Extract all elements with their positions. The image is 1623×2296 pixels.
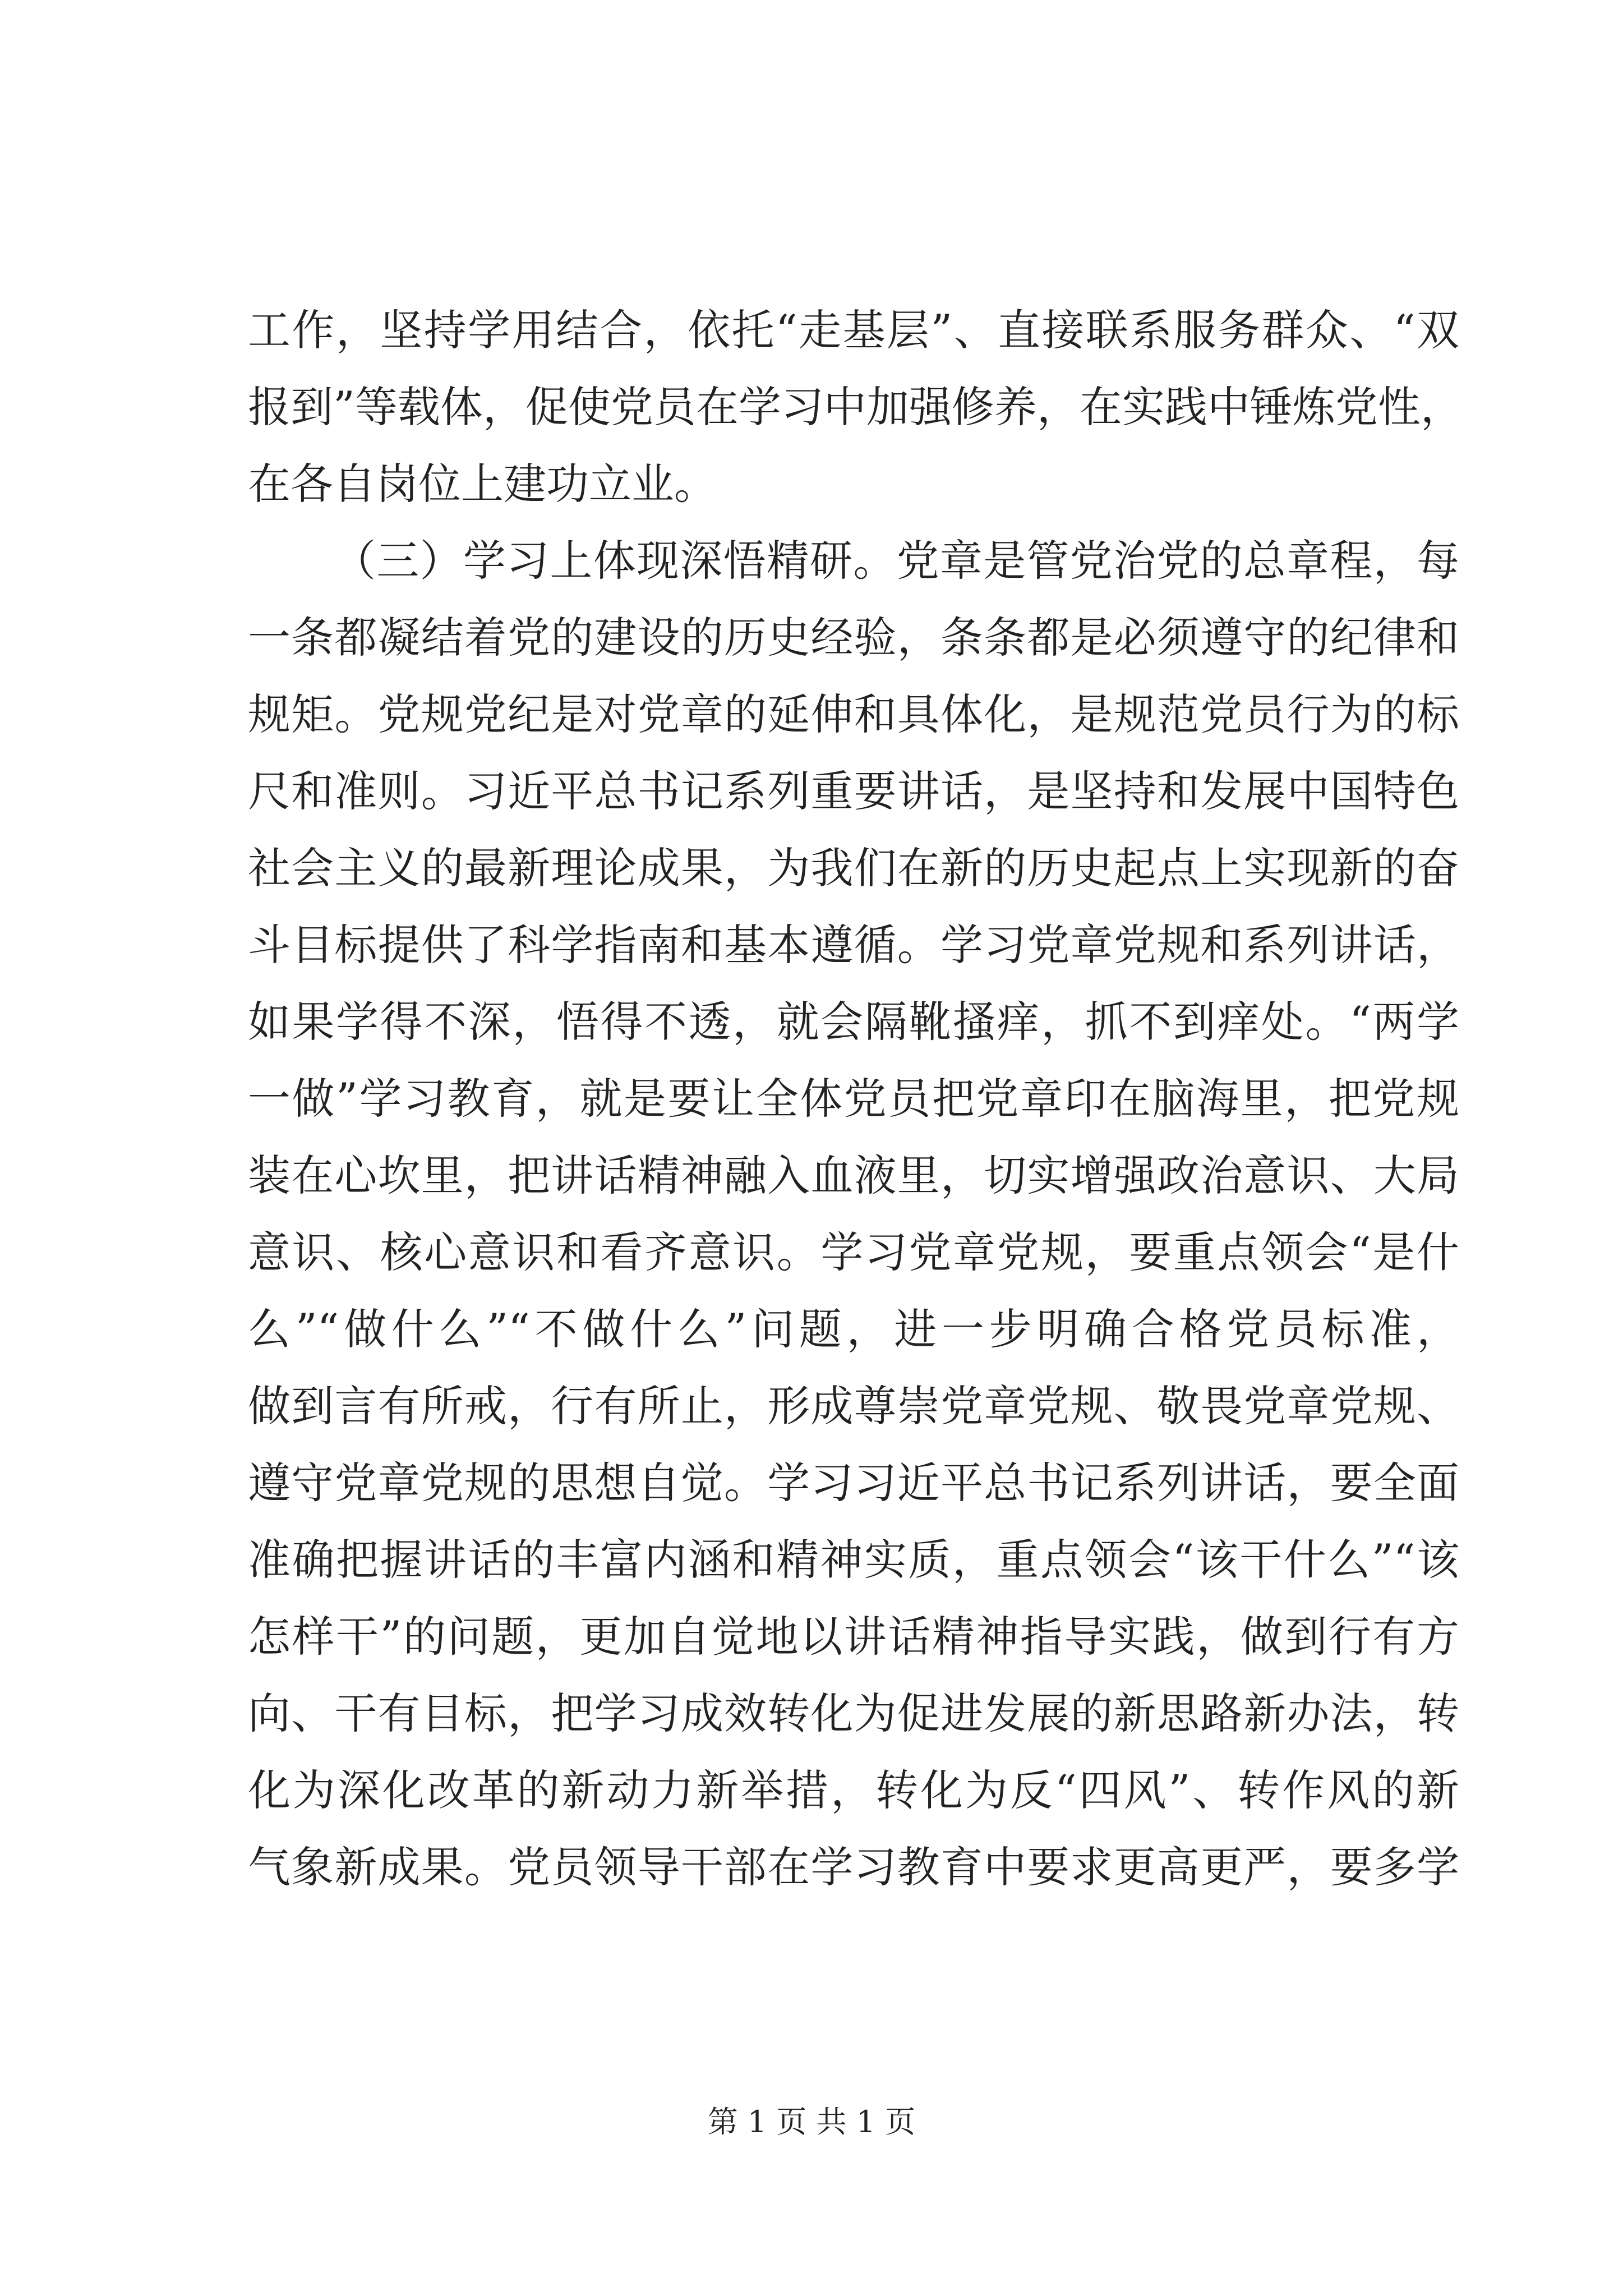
text-line: 怎样干”的问题，更加自觉地以讲话精神指导实践，做到行有方 xyxy=(248,1612,1459,1662)
page-footer xyxy=(0,2098,1623,2141)
text-line: 做到言有所戒，行有所止，形成尊崇党章党规、敬畏党章党规、 xyxy=(248,1381,1459,1431)
text-line: 报到”等载体，促使党员在学习中加强修养，在实践中锤炼党性， xyxy=(248,382,1463,432)
text-line: 尺和准则。习近平总书记系列重要讲话，是坚持和发展中国特色 xyxy=(248,766,1459,816)
text-line: 化为深化改革的新动力新举措，转化为反“四风”、转作风的新 xyxy=(248,1765,1459,1815)
text-line: 一条都凝结着党的建设的历史经验，条条都是必须遵守的纪律和 xyxy=(248,613,1459,662)
text-line: 准确把握讲话的丰富内涵和精神实质，重点领会“该干什么”“该 xyxy=(248,1535,1459,1585)
text-line: 一做”学习教育，就是要让全体党员把党章印在脑海里，把党规 xyxy=(248,1074,1459,1124)
text-line: 气象新成果。党员领导干部在学习教育中要求更高更严，要多学 xyxy=(248,1842,1459,1892)
text-line: 规矩。党规党纪是对党章的延伸和具体化，是规范党员行为的标 xyxy=(248,689,1459,739)
text-line: （三）学习上体现深悟精研。党章是管党治党的总章程，每 xyxy=(333,536,1459,586)
text-line: 社会主义的最新理论成果，为我们在新的历史起点上实现新的奋 xyxy=(248,843,1459,893)
text-line: 斗目标提供了科学指南和基本遵循。学习党章党规和系列讲话， xyxy=(248,920,1459,970)
text-line: 如果学得不深，悟得不透，就会隔靴搔痒，抓不到痒处。“两学 xyxy=(248,997,1459,1047)
text-line: 装在心坎里，把讲话精神融入血液里，切实增强政治意识、大局 xyxy=(248,1151,1459,1200)
body-text xyxy=(248,292,1463,1906)
text-line: 在各自岗位上建功立业。 xyxy=(248,459,717,509)
text-line: 向、干有目标，把学习成效转化为促进发展的新思路新办法，转 xyxy=(248,1688,1459,1738)
page-number: 第 1 页 共 1 页 xyxy=(707,2104,916,2139)
text-line: 遵守党章党规的思想自觉。学习习近平总书记系列讲话，要全面 xyxy=(248,1458,1459,1508)
text-line: 意识、核心意识和看齐意识。学习党章党规，要重点领会“是什 xyxy=(248,1227,1459,1277)
text-line: 工作，坚持学用结合，依托“走基层”、直接联系服务群众、“双 xyxy=(248,305,1459,355)
text-line: 么”“做什么”“不做什么”问题，进一步明确合格党员标准， xyxy=(248,1304,1459,1354)
